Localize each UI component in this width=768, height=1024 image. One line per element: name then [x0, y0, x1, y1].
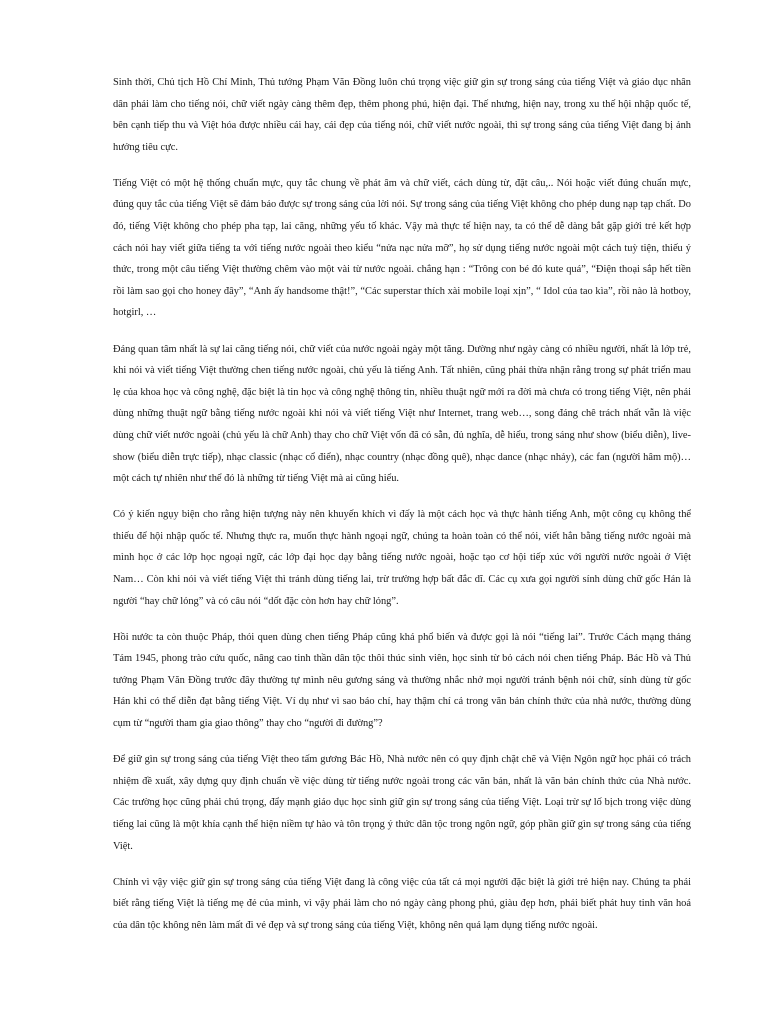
paragraph: Tiếng Việt có một hệ thống chuẩn mực, quy tắc chung về phát âm và chữ viết, cách dùng từ, đặt câu,.. Nói hoặc viết đúng chuẩn mực, đúng quy tắc của tiếng Việt sẽ đảm bảo được sự trong sáng của lời nói. Sự trong sáng của tiếng Việt không cho phép dung nạp tạp chất. Do đó, tiếng Việt không cho phép pha tạp, lai căng, những yếu tố khác. Vậy mà thực tế hiện nay, ta có thể dễ dàng bắt gặp giới trẻ kết hợp cách nói hay viết giữa tiếng ta với tiếng nước ngoài theo kiểu “nửa nạc nửa mỡ”, họ sử dụng tiếng nước ngoài một cách tuỳ tiện, thiếu ý thức, trong một câu tiếng Việt thường chêm vào một vài từ nước ngoài. chẳng hạn : “Trông con bé đó kute quá”, “Điện thoại sắp hết tiền rồi làm sao gọi cho honey đây”, “Anh ấy handsome thật!”, “Các superstar thích xài mobile loại xịn”, “ Idol của tao kìa”, rồi nào là hotboy, hotgirl, …: [113, 177, 691, 319]
paragraph: Có ý kiến ngụy biện cho rằng hiện tượng này nên khuyến khích vì đấy là một cách học và thực hành tiếng Anh, một công cụ không thể thiếu để hội nhập quốc tế. Nhưng thực ra, muốn thực hành ngoại ngữ, chúng ta hoàn toàn có thể nói, viết hẳn bằng tiếng nước ngoài mà mình học ở các lớp học ngoại ngữ, các lớp đại học dạy bằng tiếng nước ngoài, hoặc tạo cơ hội tiếp xúc với người nước ngoài ở Việt Nam… Còn khi nói và viết tiếng Việt thì tránh dùng tiếng lai, trừ trường hợp bất đắc dĩ. Các cụ xưa gọi người sính dùng chữ gốc Hán là người “hay chữ lỏng” và có câu nói “dốt đặc còn hơn hay chữ lỏng”.: [113, 509, 691, 607]
paragraph: Chính vì vậy việc giữ gìn sự trong sáng của tiếng Việt đang là công việc của tất cả mọi người đặc biệt là giới trẻ hiện nay. Chúng ta phải biết rằng tiếng Việt là tiếng mẹ đẻ của mình, vì vậy phải làm cho nó ngày càng phong phú, giàu đẹp hơn, phải biết phát huy tinh văn hoá của dân tộc không nên làm mất đi vẻ đẹp và sự trong sáng của tiếng Việt, không nên quá lạm dụng tiếng nước ngoài.: [113, 876, 691, 931]
paragraph: Đáng quan tâm nhất là sự lai căng tiếng nói, chữ viết của nước ngoài ngày một tăng. Dường như ngày càng có nhiều người, nhất là lớp trẻ, khi nói và viết tiếng Việt thường chen tiếng nước ngoài, chủ yếu là tiếng Anh. Tất nhiên, cũng phải thừa nhận rằng trong sự phát triển mau lẹ của khoa học và công nghệ, đặc biệt là tin học và công nghệ thông tin, nhiều thuật ngữ mới ra đời mà chưa có trong tiếng Việt, nên phải dùng những thuật ngữ bằng tiếng nước ngoài khi nói và viết tiếng Việt như Internet, trang web…, song đáng chê trách nhất vẫn là việc dùng chữ viết nước ngoài (chủ yếu là chữ Anh) thay cho chữ Việt vốn đã có sẵn, đủ nghĩa, dễ hiểu, trong sáng như show (biểu diễn), live-show (biểu diễn trực tiếp), nhạc classic (nhạc cổ điển), nhạc country (nhạc đồng quê), nhạc dance (nhạc nhảy), các fan (người hâm mộ)… một cách tự nhiên như thể đó là những từ tiếng Việt mà ai cũng hiểu.: [113, 343, 691, 485]
paragraph: Để giữ gìn sự trong sáng của tiếng Việt theo tấm gương Bác Hồ, Nhà nước nên có quy định chặt chẽ và Viện Ngôn ngữ học phải có trách nhiệm đề xuất, xây dựng quy định chuẩn về việc dùng từ tiếng nước ngoài trong các văn bản, nhất là văn bản chính thức của Nhà nước. Các trường học cũng phải chú trọng, đẩy mạnh giáo dục học sinh giữ gìn sự trong sáng của tiếng Việt. Loại trừ sự lố bịch trong việc dùng tiếng lai cũng là một khía cạnh thể hiện niềm tự hào và tôn trọng ý thức dân tộc trong ngôn ngữ, góp phần giữ gìn sự trong sáng của tiếng Việt.: [113, 754, 691, 852]
document-body: [113, 72, 691, 951]
paragraph: Hồi nước ta còn thuộc Pháp, thói quen dùng chen tiếng Pháp cũng khá phổ biến và được gọi là nói “tiếng lai”. Trước Cách mạng tháng Tám 1945, phong trào cứu quốc, nâng cao tinh thần dân tộc thôi thúc sinh viên, học sinh từ bỏ cách nói chen tiếng Pháp. Bác Hồ và Thủ tướng Phạm Văn Đồng trước đây thường tự mình nêu gương sáng và thường nhắc nhở mọi người tránh bệnh nói chữ, sính dùng từ gốc Hán khi có thể diễn đạt bằng tiếng Việt. Ví dụ như vì sao báo chí, hay thậm chí cả trong văn bản chính thức của nhà nước, thường dùng cụm từ “người tham gia giao thông” thay cho “người đi đường”?: [113, 631, 691, 730]
paragraph: Sinh thời, Chủ tịch Hồ Chí Minh, Thủ tướng Phạm Văn Đồng luôn chú trọng việc giữ gìn sự trong sáng của tiếng Việt và giáo dục nhân dân phải làm cho tiếng nói, chữ viết ngày càng thêm đẹp, thêm phong phú, hiện đại. Thế nhưng, hiện nay, trong xu thế hội nhập quốc tế, bên cạnh tiếp thu và Việt hóa được nhiều cái hay, cái đẹp của tiếng nói, chữ viết nước ngoài, thì sự trong sáng của tiếng Việt đang bị ảnh hưởng tiêu cực.: [113, 77, 691, 153]
